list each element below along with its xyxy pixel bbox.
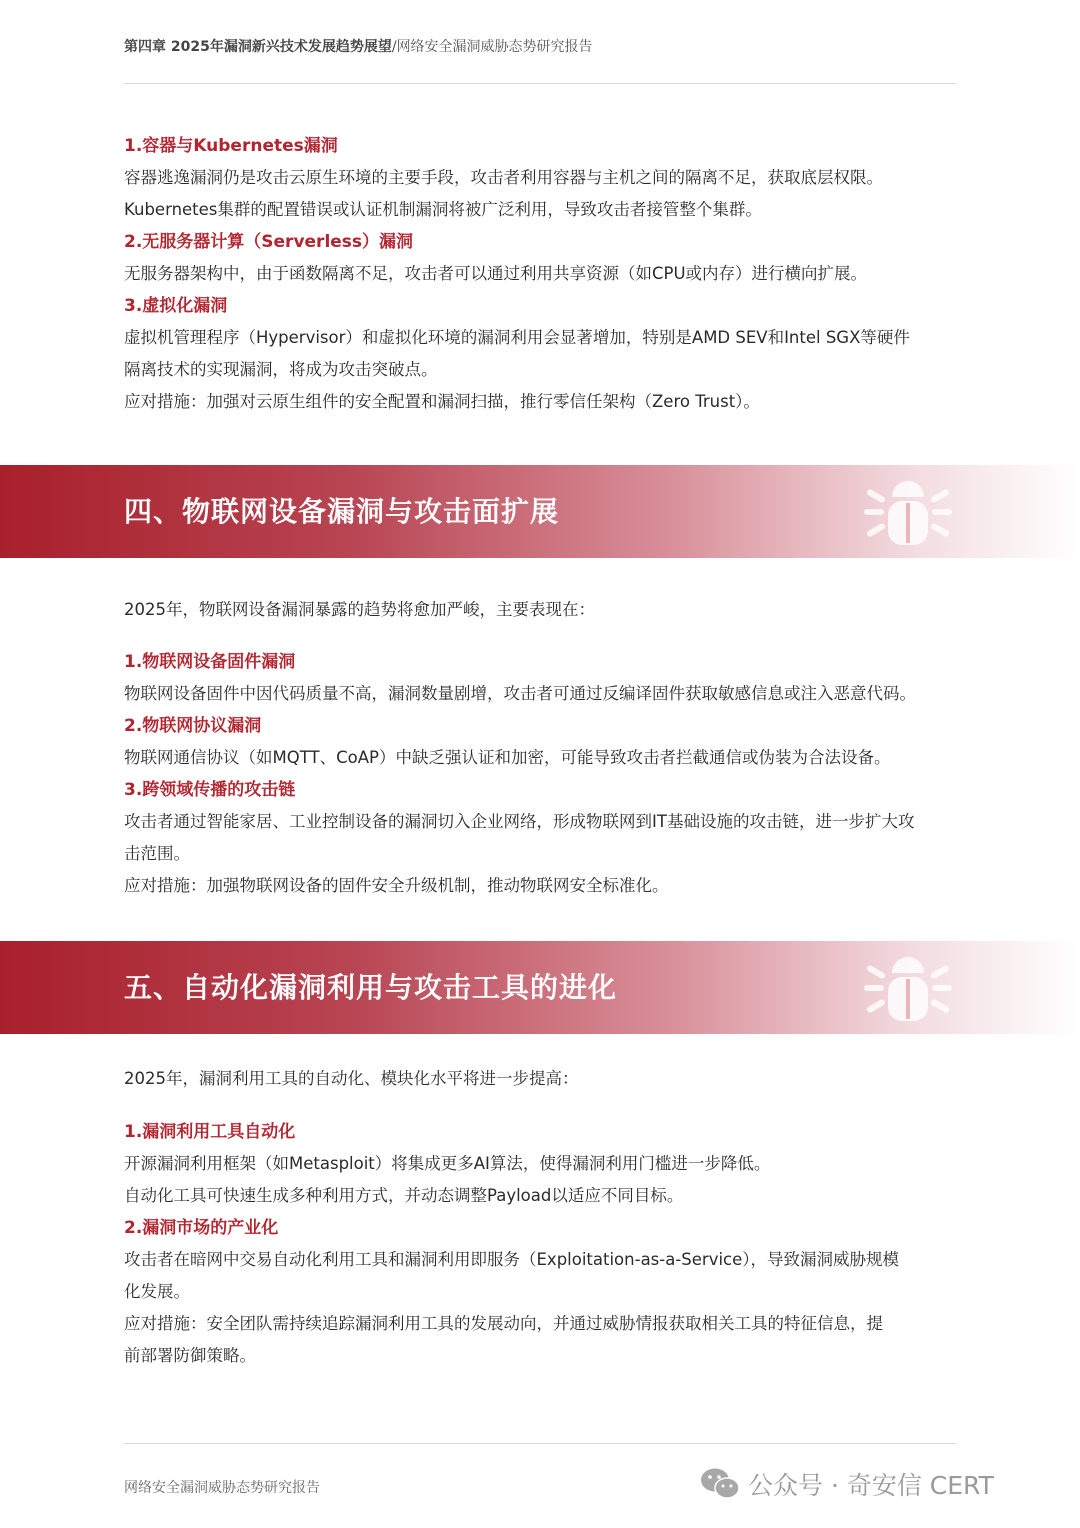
section-intro: 2025年，物联网设备漏洞暴露的趋势将愈加严峻，主要表现在： [124, 600, 595, 619]
subheading: 1.漏洞利用工具自动化 [124, 1122, 296, 1142]
section-title: 四、物联网设备漏洞与攻击面扩展 [124, 495, 560, 528]
paragraph-line: 开源漏洞利用框架（如Metasploit）将集成更多AI算法，使得漏洞利用门槛进一步降低。 [124, 1154, 771, 1173]
bug-icon [862, 949, 954, 1027]
subheading: 2.漏洞市场的产业化 [124, 1218, 279, 1238]
subheading: 3.跨领域传播的攻击链 [124, 780, 296, 800]
paragraph-line: 化发展。 [124, 1282, 190, 1301]
paragraph-line: 击范围。 [124, 844, 190, 863]
subheading: 1.容器与Kubernetes漏洞 [124, 136, 338, 156]
header-chapter: 第四章 2025年漏洞新兴技术发展趋势展望 [124, 39, 392, 55]
subheading: 2.无服务器计算（Serverless）漏洞 [124, 232, 414, 252]
watermark [700, 1462, 994, 1506]
footer-report: 网络安全漏洞威胁态势研究报告 [124, 1480, 320, 1496]
subheading: 1.物联网设备固件漏洞 [124, 652, 296, 672]
footer-divider [124, 1443, 956, 1444]
header-report: 网络安全漏洞威胁态势研究报告 [396, 39, 593, 55]
measure-text: 应对措施：加强对云原生组件的安全配置和漏洞扫描，推行零信任架构（Zero Trust）。 [124, 392, 760, 411]
paragraph-line: Kubernetes集群的配置错误或认证机制漏洞将被广泛利用，导致攻击者接管整个集群。 [124, 200, 762, 219]
header-divider [124, 83, 956, 84]
section-4-intro [124, 594, 984, 626]
paragraph-line: 自动化工具可快速生成多种利用方式，并动态调整Payload以适应不同目标。 [124, 1186, 684, 1205]
paragraph-line: 隔离技术的实现漏洞，将成为攻击突破点。 [124, 360, 438, 379]
wechat-icon [700, 1467, 740, 1501]
measure-text: 应对措施：加强物联网设备的固件安全升级机制，推动物联网安全标准化。 [124, 876, 669, 895]
paragraph-line: 无服务器架构中，由于函数隔离不足，攻击者可以通过利用共享资源（如CPU或内存）进行横向扩展。 [124, 264, 868, 283]
header-separator: / [391, 39, 397, 55]
bug-icon [862, 473, 954, 551]
subheading: 3.虚拟化漏洞 [124, 296, 228, 316]
paragraph-line: 虚拟机管理程序（Hypervisor）和虚拟化环境的漏洞利用会显著增加，特别是AMD SEV和Intel SGX等硬件 [124, 328, 910, 347]
watermark-text: 公众号 · 奇安信 CERT [748, 1471, 994, 1500]
intro-section [124, 130, 984, 418]
page-header [124, 36, 593, 56]
section-banner-4 [0, 465, 1080, 558]
section-banner-5 [0, 941, 1080, 1034]
section-5-intro [124, 1063, 984, 1095]
paragraph-line: 物联网设备固件中因代码质量不高，漏洞数量剧增，攻击者可通过反编译固件获取敏感信息或注入恶意代码。 [124, 684, 916, 703]
subheading: 2.物联网协议漏洞 [124, 716, 262, 736]
paragraph-line: 攻击者通过智能家居、工业控制设备的漏洞切入企业网络，形成物联网到IT基础设施的攻击链，进一步扩大攻 [124, 812, 915, 831]
section-4-content [124, 646, 984, 902]
paragraph-line: 容器逃逸漏洞仍是攻击云原生环境的主要手段，攻击者利用容器与主机之间的隔离不足，获取底层权限。 [124, 168, 883, 187]
section-5-content [124, 1116, 984, 1372]
measure-text: 应对措施：安全团队需持续追踪漏洞利用工具的发展动向，并通过威胁情报获取相关工具的特征信息，提 [124, 1314, 883, 1333]
section-intro: 2025年，漏洞利用工具的自动化、模块化水平将进一步提高： [124, 1069, 579, 1088]
paragraph-line: 物联网通信协议（如MQTT、CoAP）中缺乏强认证和加密，可能导致攻击者拦截通信或伪装为合法设备。 [124, 748, 891, 767]
measure-text: 前部署防御策略。 [124, 1346, 256, 1365]
paragraph-line: 攻击者在暗网中交易自动化利用工具和漏洞利用即服务（Exploitation-as-a-Service），导致漏洞威胁规模 [124, 1250, 900, 1269]
section-title: 五、自动化漏洞利用与攻击工具的进化 [124, 971, 618, 1004]
